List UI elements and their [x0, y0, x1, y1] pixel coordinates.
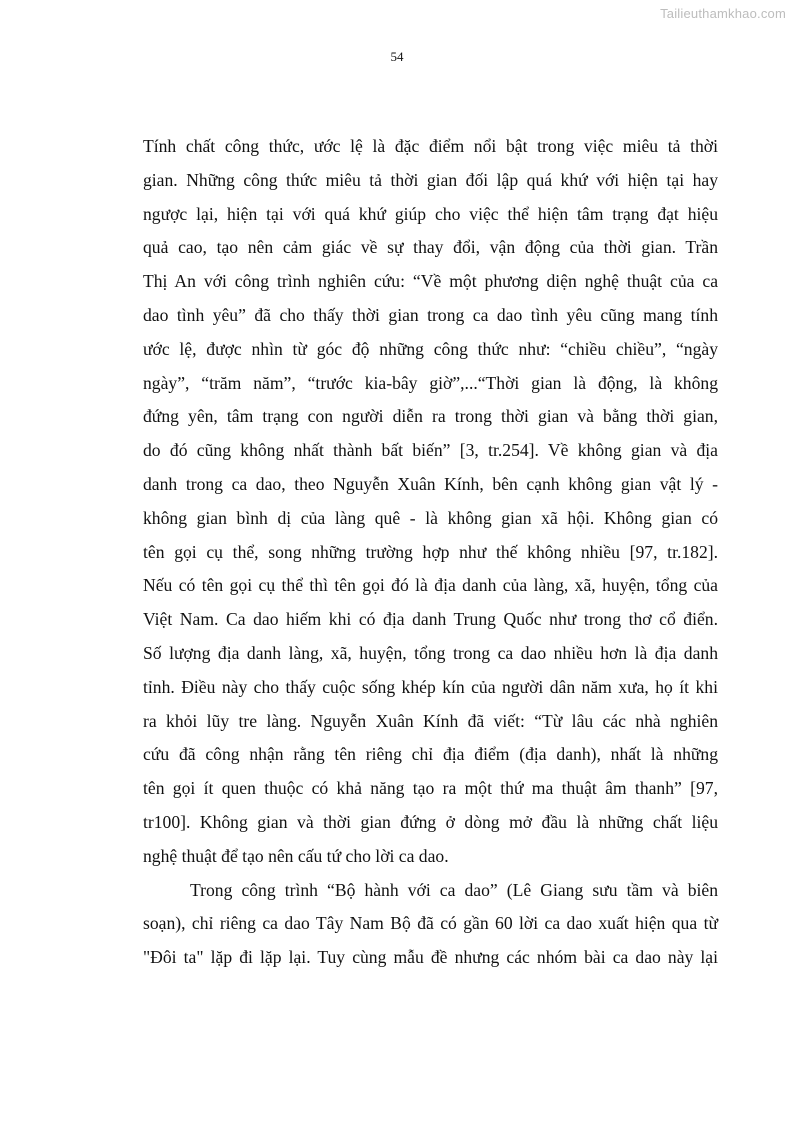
- text-line: tỉnh. Điều này cho thấy cuộc sống khép kín của người dân năm xưa, họ ít khi: [143, 676, 718, 697]
- text-line: ra khỏi lũy tre làng. Nguyễn Xuân Kính đã viết: “Từ lâu các nhà nghiên: [143, 710, 718, 731]
- text-line: ngày”, “trăm năm”, “trước kia-bây giờ”,...“Thời gian là động, là không: [143, 372, 718, 393]
- text-line: tr100]. Không gian và thời gian đứng ở dòng mở đầu là những chất liệu: [143, 811, 718, 832]
- text-line: không gian bình dị của làng quê - là không gian xã hội. Không gian có: [143, 507, 718, 528]
- text-line: "Đôi ta" lặp đi lặp lại. Tuy cùng mẫu đề nhưng các nhóm bài ca dao này lại: [143, 947, 718, 968]
- text-line: đứng yên, tâm trạng con người diễn ra trong thời gian và bằng thời gian,: [143, 406, 718, 427]
- paragraph-2: [143, 874, 718, 975]
- watermark: Tailieuthamkhao.com: [660, 6, 786, 21]
- text-line: dao tình yêu” đã cho thấy thời gian trong ca dao tình yêu cũng mang tính: [143, 304, 718, 325]
- text-line: Việt Nam. Ca dao hiếm khi có địa danh Trung Quốc như trong thơ cổ điển.: [143, 609, 718, 630]
- page-number: 54: [390, 49, 404, 64]
- text-line: gian. Những công thức miêu tả thời gian đối lập quá khứ với hiện tại hay: [143, 169, 718, 190]
- text-line: danh trong ca dao, theo Nguyễn Xuân Kính, bên cạnh không gian vật lý -: [143, 473, 718, 494]
- text-line: Nếu có tên gọi cụ thể thì tên gọi đó là địa danh của làng, xã, huyện, tổng của: [143, 575, 718, 596]
- text-line: cứu đã công nhận rằng tên riêng chỉ địa điểm (địa danh), nhất là những: [143, 744, 718, 765]
- text-line: soạn), chỉ riêng ca dao Tây Nam Bộ đã có gần 60 lời ca dao xuất hiện qua từ: [143, 913, 718, 934]
- text-line: ước lệ, được nhìn từ góc độ những công thức như: “chiều chiều”, “ngày: [143, 338, 718, 359]
- document-body: [143, 130, 718, 975]
- text-line: Trong công trình “Bộ hành với ca dao” (Lê Giang sưu tầm và biên: [190, 879, 718, 900]
- text-line: quả cao, tạo nên cảm giác về sự thay đổi, vận động của thời gian. Trần: [143, 237, 718, 258]
- text-line: ngược lại, hiện tại với quá khứ giúp cho việc thể hiện tâm trạng đạt hiệu: [143, 203, 718, 224]
- paragraph-1: [143, 130, 718, 874]
- text-line: tên gọi ít quen thuộc có khả năng tạo ra một thứ ma thuật âm thanh” [97,: [143, 778, 718, 799]
- text-line: do đó cũng không nhất thành bất biến” [3, tr.254]. Về không gian và địa: [143, 440, 718, 461]
- text-line: Thị An với công trình nghiên cứu: “Về một phương diện nghệ thuật của ca: [143, 271, 718, 292]
- text-line: nghệ thuật để tạo nên cấu tứ cho lời ca dao.: [143, 845, 449, 866]
- text-line: Tính chất công thức, ước lệ là đặc điểm nổi bật trong việc miêu tả thời: [143, 136, 718, 156]
- text-line: Số lượng địa danh làng, xã, huyện, tổng trong ca dao nhiều hơn là địa danh: [143, 642, 718, 663]
- text-line: tên gọi cụ thể, song những trường hợp như thế không nhiều [97, tr.182].: [143, 541, 718, 562]
